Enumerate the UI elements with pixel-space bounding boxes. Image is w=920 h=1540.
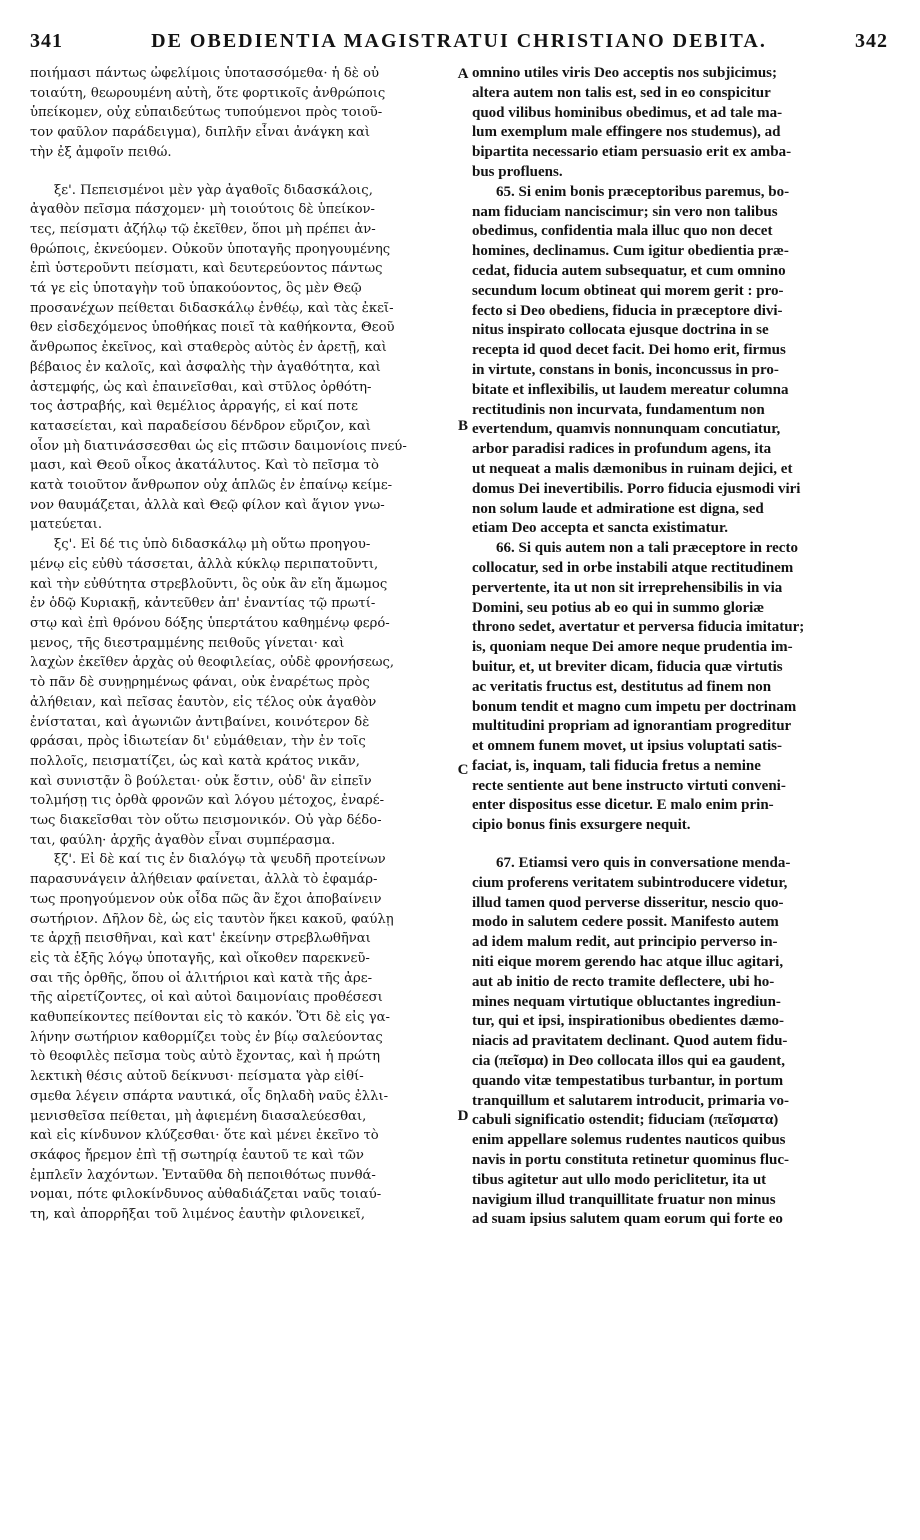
text-line: θρώποις, ἐκνεύομεν. Οὐκοῦν ὑποταγῆς προηγουμένης xyxy=(30,241,391,257)
text-line: buitur, et, ut breviter dicam, fiducia quæ virtutis xyxy=(472,658,783,675)
text-line: cipio bonus finis exsurgere nequit. xyxy=(472,817,691,834)
text-line: σαι τῆς ὀρθῆς, ὅπου οἱ ἀλιτήριοι καὶ κατὰ τῆς ἀρε- xyxy=(30,970,373,986)
text-line: mines nequam virtutique obluctantes ingrediun- xyxy=(472,993,781,1010)
text-line: multitudini propriam ad ignorantiam progreditur xyxy=(472,718,792,735)
text-line: evertendum, quamvis nonnunquam concutiatur, xyxy=(472,421,781,438)
text-line: νον θαυμάζεται, ἀλλὰ καὶ Θεῷ φίλον καὶ ἅγιον γνω- xyxy=(30,497,385,513)
text-line: λήνην σωτήριον καθορμίζει τοὺς ἐν βίῳ σαλεύοντας xyxy=(30,1029,383,1045)
text-line: τά γε εἰς ὑποταγὴν τοῦ ὑπακούοντος, ὃς μὲν Θεῷ xyxy=(30,281,362,297)
text-line: τες, πείσματι ἀζήλῳ τῷ ἐκεῖθεν, ὅποι μὴ πρέπει ἀν- xyxy=(30,221,376,237)
text-line: κατασείεται, καὶ παραδείσου δένδρον εὔριζον, καὶ xyxy=(30,418,371,434)
text-line: Domini, seu potius ab eo qui in summo gloriæ xyxy=(472,599,765,616)
text-line: ac veritatis fructus est, destitutus ad finem non xyxy=(472,678,772,695)
text-line: φράσαι, πρὸς ἰδιωτείαν δι' εὐμάθειαν, τὴν ἐν τοῖς xyxy=(30,734,366,750)
text-line: aut ab initio de recto tramite deflectere, ubi ho- xyxy=(472,973,775,990)
text-line: quod vilibus hominibus obedimus, et ad tale ma- xyxy=(472,104,783,121)
text-line: enter dispositus esse dicetur. E malo enim prin- xyxy=(472,797,774,814)
text-line: altera autem non talis est, sed in eo conspicitur xyxy=(472,84,771,101)
text-line: cedat, fiducia autem subsequatur, et cum omnino xyxy=(472,262,786,279)
text-line: εἰς τὰ ἑξῆς λόγῳ ὑποταγῆς, καὶ οἴκοθεν παρεκνεῦ- xyxy=(30,950,370,966)
text-line: ἄνθρωπος ἐκεῖνος, καὶ σταθερὸς αὐτὸς ἐν ἀρετῇ, καὶ xyxy=(30,340,387,356)
paragraph-gap xyxy=(472,836,890,854)
text-line: μένῳ εἰς εὐθὺ τάσσεται, ἀλλὰ κύκλῳ περιπατοῦντι, xyxy=(30,556,379,572)
text-line: μενισθεῖσα πείθεται, μὴ ἀφιεμένη διασαλεύεσθαι, xyxy=(30,1108,367,1124)
text-line: στῳ καὶ ἐπὶ θρόνου δόξης ὑπερτάτου καθημένῳ φερό- xyxy=(30,615,390,631)
text-line: is, quoniam neque Dei amore neque prudentia im- xyxy=(472,639,793,656)
margin-marker-b: B xyxy=(457,418,468,434)
text-line: cabuli significatio ostendit; fiduciam (πεῖσματα) xyxy=(472,1112,779,1129)
text-line: τως διακεῖσθαι τὸν οὕτω πεισμονικόν. Οὐ γὰρ δέδο- xyxy=(30,813,382,829)
text-line: ad idem malum redit, aut principio perverso in- xyxy=(472,934,778,951)
latin-text-column xyxy=(472,64,890,1532)
running-title: DE OBEDIENTIA MAGISTRATUI CHRISTIANO DEBITA. xyxy=(151,30,767,52)
margin-marker-d: D xyxy=(457,1108,469,1124)
text-line: ξε'. Πεπεισμένοι μὲν γὰρ ἀγαθοῖς διδασκάλοις, xyxy=(54,182,373,198)
text-line: cium proferens veritatem subintroducere videtur, xyxy=(472,874,788,891)
text-line: τοιαύτη, θεωρουμένη αὐτὴ, ὅτε φορτικοῖς ἀνθρώποις xyxy=(30,85,386,101)
text-line: recepta id quod decet facit. Dei homo erit, firmus xyxy=(472,342,786,359)
text-line: τὴν ἐξ ἀμφοῖν πειθώ. xyxy=(30,144,172,160)
text-line: domus Dei inevertibilis. Porro fiducia ejusmodi viri xyxy=(472,480,801,497)
text-line: λεκτικὴ θέσις αὐτοῦ δείκνυσι· πείσματα γὰρ εἰθί- xyxy=(30,1069,364,1085)
text-line: nitus inspirato collocata ejusque doctrina in se xyxy=(472,322,769,339)
text-line: illud tamen quod perverse disseritur, nescio quo- xyxy=(472,894,784,911)
text-line: tranquillum et salutarem introducit, primaria vo- xyxy=(472,1092,789,1109)
text-line: τῆς αἱρετίζοντες, οἱ καὶ αὐτοὶ δαιμονίαις προθέσεσι xyxy=(30,990,383,1006)
text-line: πολλοῖς, πεισματίζει, ὡς καὶ κατὰ κράτος νικᾶν, xyxy=(30,753,360,769)
text-line: lum exemplum male effingere nos studemus), ad xyxy=(472,124,781,141)
text-line: tur, qui et ipsi, inspirationibus obedientes dæmo- xyxy=(472,1013,785,1030)
text-line: τὸ πᾶν δὲ συνῃρημένως φάναι, οὐκ ἐναρέτως πρὸς xyxy=(30,675,370,691)
text-line: οἷον μὴ διατινάσσεσθαι ὡς εἰς πτῶσιν δαιμονίοις πνεύ- xyxy=(30,438,407,454)
text-line: ἐνίσταται, καὶ ἀγωνιῶν ἀντιβαίνει, κοινότερον δὲ xyxy=(30,714,370,730)
text-line: μενος, τῆς διεστραμμένης πειθοῦς γίνεται· καὶ xyxy=(30,635,345,651)
text-line: omnino utiles viris Deo acceptis nos subjicimus; xyxy=(472,65,778,81)
text-line: μασι, καὶ Θεοῦ οἶκος ἀκατάλυτος. Καὶ τὸ πεῖσμα τὸ xyxy=(30,458,379,474)
text-line: navigium illud tranquillitate fruatur non minus xyxy=(472,1191,776,1208)
text-line: κατὰ τοιοῦτον ἄνθρωπον οὐχ ἁπλῶς ἐν ἐπαίνῳ κείμε- xyxy=(30,478,393,494)
text-line: in virtute, constans in bonis, inconcussus in pro- xyxy=(472,361,779,378)
left-page-number: 341 xyxy=(30,30,63,52)
text-line: niti eique morem gerendo hac atque illuc agitari, xyxy=(472,954,784,971)
text-line: bonum tendit et magno cum impetu per doctrinam xyxy=(472,698,797,715)
text-line: secundum locum obtineat qui morem gerit : pro- xyxy=(472,282,784,299)
paragraph-gap xyxy=(30,163,454,181)
text-line: navis in portu constituta retinetur quominus fluc- xyxy=(472,1152,789,1169)
text-line: ξς'. Εἰ δέ τις ὑπὸ διδασκάλῳ μὴ οὕτω προηγου- xyxy=(54,537,371,553)
text-line: τη, καὶ ἀπορρῆξαι τοῦ λιμένος ἑαυτὴν φιλονεικεῖ, xyxy=(30,1207,366,1223)
text-line: βέβαιος ἐν καλοῖς, καὶ ἀσφαλὴς τὴν ἀγαθότητα, καὶ xyxy=(30,359,381,375)
text-line: bipartita necessario etiam persuasio erit ex amba- xyxy=(472,144,792,161)
text-line: ὑπείκομεν, οὐχ εὐπαιδεύτως τυπούμενοι πρὸς τοιοῦ- xyxy=(30,105,383,121)
margin-marker-a: A xyxy=(457,66,469,82)
text-line: θεν εἰσδεχόμενος ὑποθήκας ποιεῖ τὰ καθήκοντα, Θεοῦ xyxy=(30,320,395,336)
text-line: et omnem funem movet, ut ipsius voluptati satis- xyxy=(472,738,782,755)
text-line: quando vitæ tempestatibus turbantur, in portum xyxy=(472,1072,784,1089)
text-line: niacis ad pravitatem declinant. Quod autem fidu- xyxy=(472,1033,788,1050)
text-line: τος ἀστραβής, καὶ θεμέλιος ἀρραγής, εἰ καί ποτε xyxy=(30,399,359,415)
text-line: fecto si Deo obediens, fiducia in præceptore divi- xyxy=(472,302,783,319)
text-line: σκάφος ἤρεμον ἐπὶ τῇ σωτηρίᾳ ἑαυτοῦ τε καὶ τῶν xyxy=(30,1147,364,1163)
text-line: καθυπείκοντες πείθονται εἰς τὸ κακόν. Ὅτι δὲ εἰς γα- xyxy=(30,1010,390,1026)
text-line: ποιήμασι πάντως ὠφελίμοις ὑποτασσόμεθα· ἡ δὲ οὐ xyxy=(30,66,379,81)
text-line: collocatur, sed in orbe instabili atque rectitudinem xyxy=(472,559,794,576)
text-line: 66. Si quis autem non a tali præceptore in recto xyxy=(496,540,798,557)
text-line: καὶ συνιστᾷν ὃ βούλεται· οὐκ ἔστιν, οὐδ' ἂν εἰπεῖν xyxy=(30,773,372,789)
text-line: homines, declinamus. Cum igitur obedientia præ- xyxy=(472,243,789,260)
text-line: nam fiduciam nanciscimur; sin vero non talibus xyxy=(472,203,778,220)
text-line: bus profluens. xyxy=(472,163,563,180)
text-line: ξζ'. Εἰ δὲ καί τις ἐν διαλόγῳ τὰ ψευδῆ προτείνων xyxy=(54,852,386,868)
text-line: throno sedet, avertatur et perversa fiducia imitatur; xyxy=(472,619,805,636)
text-line: ται, φαύλη· ἀρχῆς ἀγαθὸν εἶναι συμπέρασμα. xyxy=(30,832,336,848)
text-line: ἐμπλεῖν λαχόντων. Ἐνταῦθα δὴ πεποιθότως πυνθά- xyxy=(30,1167,376,1183)
text-line: ut nequeat a malis dæmonibus in ruinam dejici, et xyxy=(472,460,793,477)
text-line: arbor paradisi radices in profundum agens, ita xyxy=(472,441,772,458)
text-line: obedimus, confidentia mala illuc quo non decet xyxy=(472,223,773,240)
text-line: non solum laude et admiratione est digna, sed xyxy=(472,500,764,517)
text-line: νομαι, πότε φιλοκίνδυνος αὐθαδιάζεται ναῦς τοιαύ- xyxy=(30,1187,382,1203)
text-line: ἐν ὁδῷ Κυριακῇ, κἀντεῦθεν ἀπ' ἐναντίας τῷ πρωτί- xyxy=(30,596,376,612)
text-line: ἀλήθειαν, καὶ πεῖσας ἑαυτὸν, εἰς τέλος οὐκ ἀγαθὸν xyxy=(30,694,377,710)
greek-text-column xyxy=(30,64,454,1532)
text-line: cia (πεῖσμα) in Deo collocata illos qui ea gaudent, xyxy=(472,1053,786,1070)
right-page-number: 342 xyxy=(855,30,888,52)
text-line: 65. Si enim bonis præceptoribus paremus, bo- xyxy=(496,183,790,200)
text-line: 67. Etiamsi vero quis in conversatione menda- xyxy=(496,855,791,872)
text-line: modo in salutem cedere possit. Manifesto autem xyxy=(472,914,779,931)
margin-marker-c: C xyxy=(457,762,469,778)
text-line: ad suam ipsius salutem quam eorum qui forte eo xyxy=(472,1211,783,1228)
text-line: etiam Deo accepta et sancta existimatur. xyxy=(472,520,729,537)
text-line: bitate et inflexibilis, ut laudem mereatur columna xyxy=(472,381,789,398)
text-line: τολμήσῃ τις ὀρθὰ φρονῶν καὶ λόγου μέτοχος, ἐναρέ- xyxy=(30,793,385,809)
text-line: τὸ θεοφιλὲς πεῖσμα τοὺς αὐτὸ ἔχοντας, καὶ ἡ πρώτη xyxy=(30,1049,381,1065)
text-line: σμεθα λέγειν σπάρτα ναυτικά, οἷς δηλαδὴ ναῦς ἐλλι- xyxy=(30,1088,389,1104)
text-line: tibus agitetur aut ullo modo periclitetur, ita ut xyxy=(472,1171,767,1188)
text-line: παρασυνάγειν ἀλήθειαν φαίνεται, ἀλλὰ τὸ ἐφαμάρ- xyxy=(30,872,378,888)
text-line: προσανέχων πείθεται διδασκάλῳ ἐνθέῳ, καὶ τὰς ἐκεῖ- xyxy=(30,300,394,316)
running-header xyxy=(30,30,888,60)
text-line: τε ἀρχῇ πεισθῆναι, καὶ κατ' ἐκείνην στρεβλωθῆναι xyxy=(30,931,371,947)
text-line: rectitudinis non incurvata, fundamentum non xyxy=(472,401,765,418)
text-line: ματεύεται. xyxy=(30,517,103,533)
text-line: faciat, is, inquam, tali fiducia fretus a nemine xyxy=(472,757,761,774)
text-line: enim appellare solemus rudentes nauticos quibus xyxy=(472,1132,786,1149)
text-line: λαχὼν ἐκεῖθεν ἀρχὰς οὐ θεοφιλείας, οὐδὲ φρονήσεως, xyxy=(30,655,395,671)
text-line: ἀγαθὸν πεῖσμα πάσχομεν· μὴ τοιούτοις δὲ ὑπείκον- xyxy=(30,202,375,218)
text-line: τον φαῦλον παράδειγμα), διπλῆν εἶναι ἀνάγκη καὶ xyxy=(30,125,371,141)
text-line: ἀστεμφής, ὡς καὶ ἐπαινεῖσθαι, καὶ στῦλος ὀρθότη- xyxy=(30,379,372,395)
text-line: recte sentiente aut bene instructo virtuti conveni- xyxy=(472,777,786,794)
text-line: pervertente, ita ut non sit irreprehensibilis in via xyxy=(472,579,783,596)
text-line: τως προηγούμενον οὐκ οἶδα πῶς ἂν ἔχοι ἀποβαίνειν xyxy=(30,891,382,907)
text-line: ἐπὶ ὑστεροῦντι πείσματι, καὶ δευτερεύοντος πάντως xyxy=(30,261,383,277)
text-line: σωτήριον. Δῆλον δὲ, ὡς εἰς ταυτὸν ἥκει κακοῦ, φαύλῃ xyxy=(30,911,394,927)
text-line: καὶ εἰς κίνδυνον κλύζεσθαι· ὅτε καὶ μένει ἐκεῖνο τὸ xyxy=(30,1128,379,1144)
text-line: καὶ τὴν εὐθύτητα στρεβλοῦντι, ὃς οὐκ ἂν εἴη ἄμωμος xyxy=(30,576,388,592)
